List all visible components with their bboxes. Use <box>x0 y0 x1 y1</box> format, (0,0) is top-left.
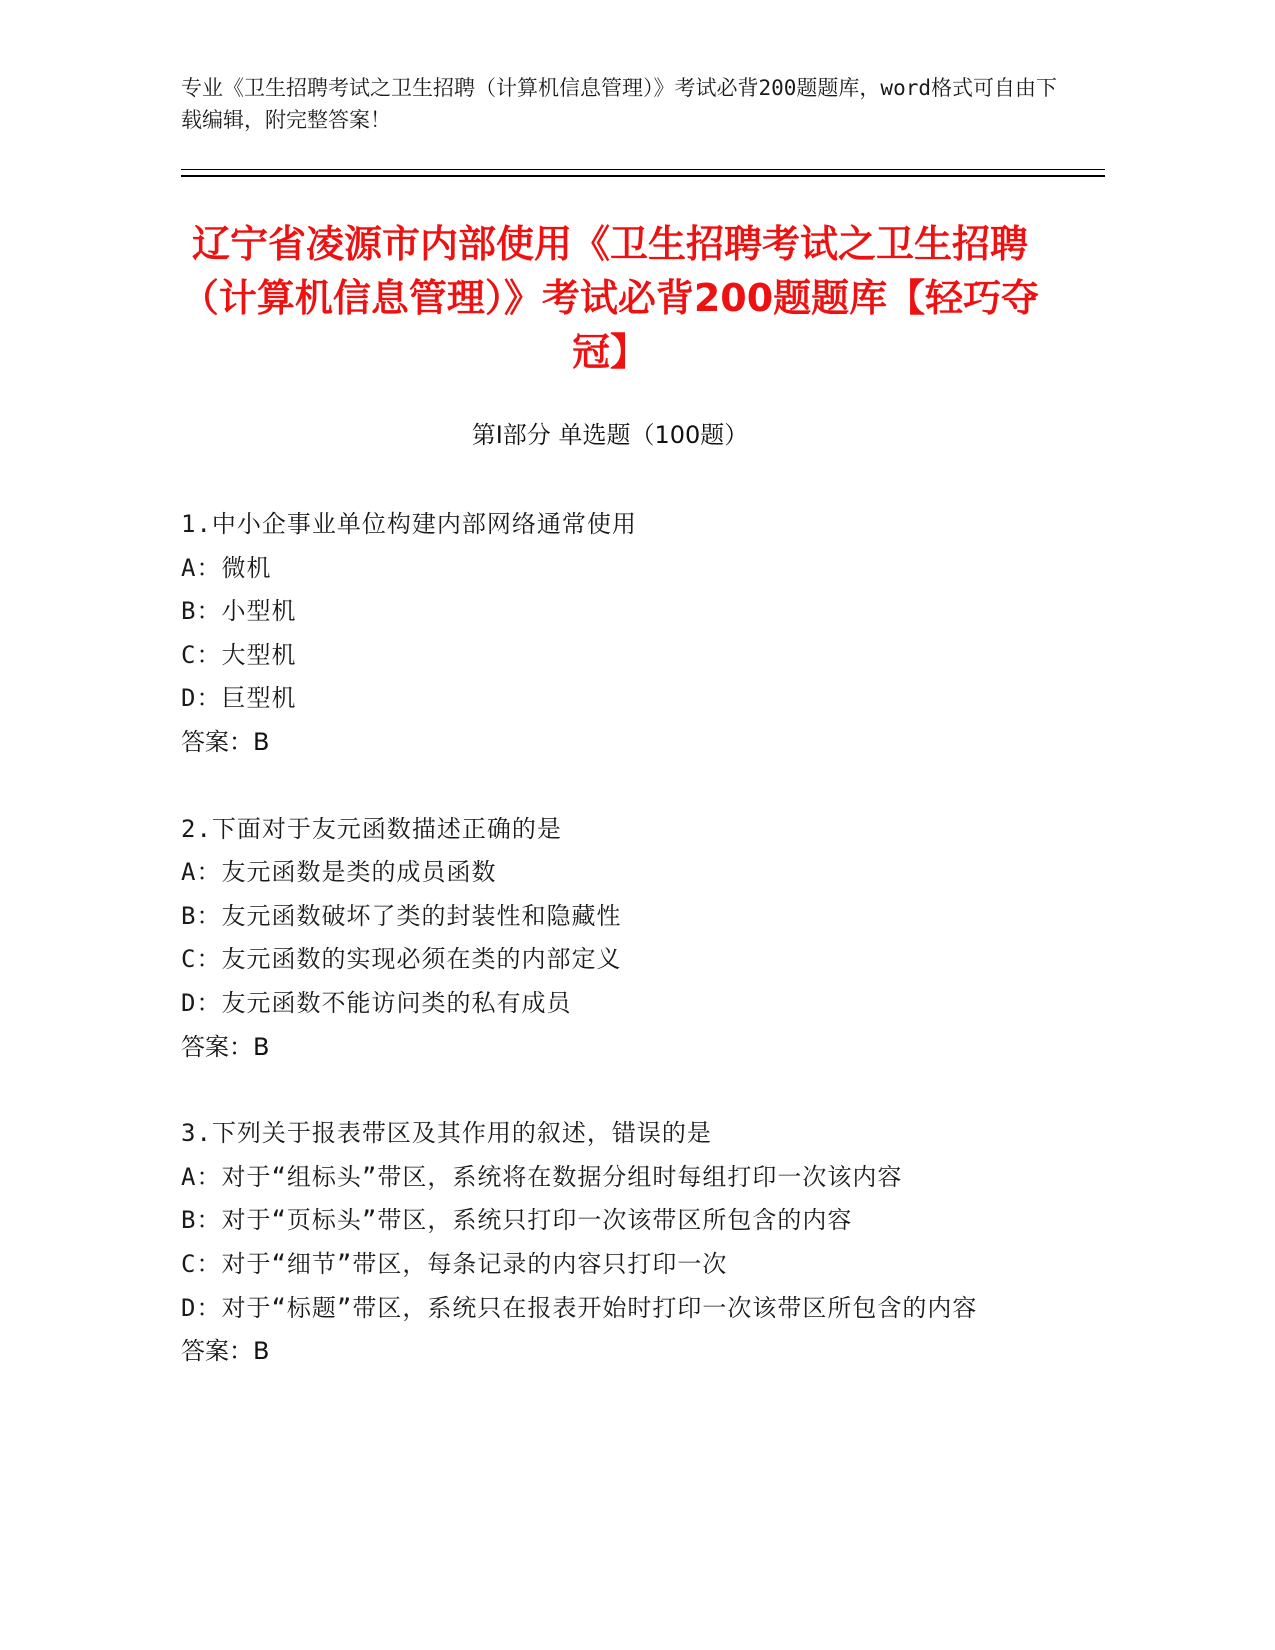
option-c: C：大型机 <box>181 640 297 669</box>
section-title: 第I部分 单选题（100题） <box>471 421 749 449</box>
option-a: A：对于“组标头”带区，系统将在数据分组时每组打印一次该内容 <box>181 1162 903 1191</box>
question-stem: 2.下面对于友元函数描述正确的是 <box>181 814 562 843</box>
option-d: D：巨型机 <box>181 684 297 713</box>
option-b: B：小型机 <box>181 597 297 626</box>
option-a: A：微机 <box>181 553 272 582</box>
option-b: B：对于“页标头”带区，系统只打印一次该带区所包含的内容 <box>181 1206 853 1235</box>
question-stem: 3.下列关于报表带区及其作用的叙述，错误的是 <box>181 1119 712 1148</box>
answer-line: 答案：B <box>181 727 270 756</box>
header-divider-thin <box>181 169 1105 170</box>
option-d: D：对于“标题”带区，系统只在报表开始时打印一次该带区所包含的内容 <box>181 1293 978 1322</box>
option-c: C：友元函数的实现必须在类的内部定义 <box>181 945 622 974</box>
question-stem: 1.中小企事业单位构建内部网络通常使用 <box>181 510 637 538</box>
answer-line: 答案：B <box>181 1337 270 1366</box>
header-note: 专业《卫生招聘考试之卫生招聘（计算机信息管理）》考试必背200题题库，word格式可自由下载编辑，附完整答案！ <box>181 76 1057 132</box>
question-item <box>181 808 1031 1070</box>
option-d: D：友元函数不能访问类的私有成员 <box>181 988 572 1017</box>
option-a: A：友元函数是类的成员函数 <box>181 858 497 887</box>
document-title: 辽宁省凌源市内部使用《卫生招聘考试之卫生招聘（计算机信息管理）》考试必背200题题库【轻巧夺冠】 <box>180 222 1040 374</box>
question-list <box>181 503 1031 1374</box>
question-item <box>181 1112 1031 1374</box>
answer-line: 答案：B <box>181 1032 270 1061</box>
question-item <box>181 503 1031 765</box>
header-divider-thick <box>181 175 1105 177</box>
option-c: C：对于“细节”带区，每条记录的内容只打印一次 <box>181 1249 728 1278</box>
option-b: B：友元函数破坏了类的封装性和隐藏性 <box>181 901 622 930</box>
